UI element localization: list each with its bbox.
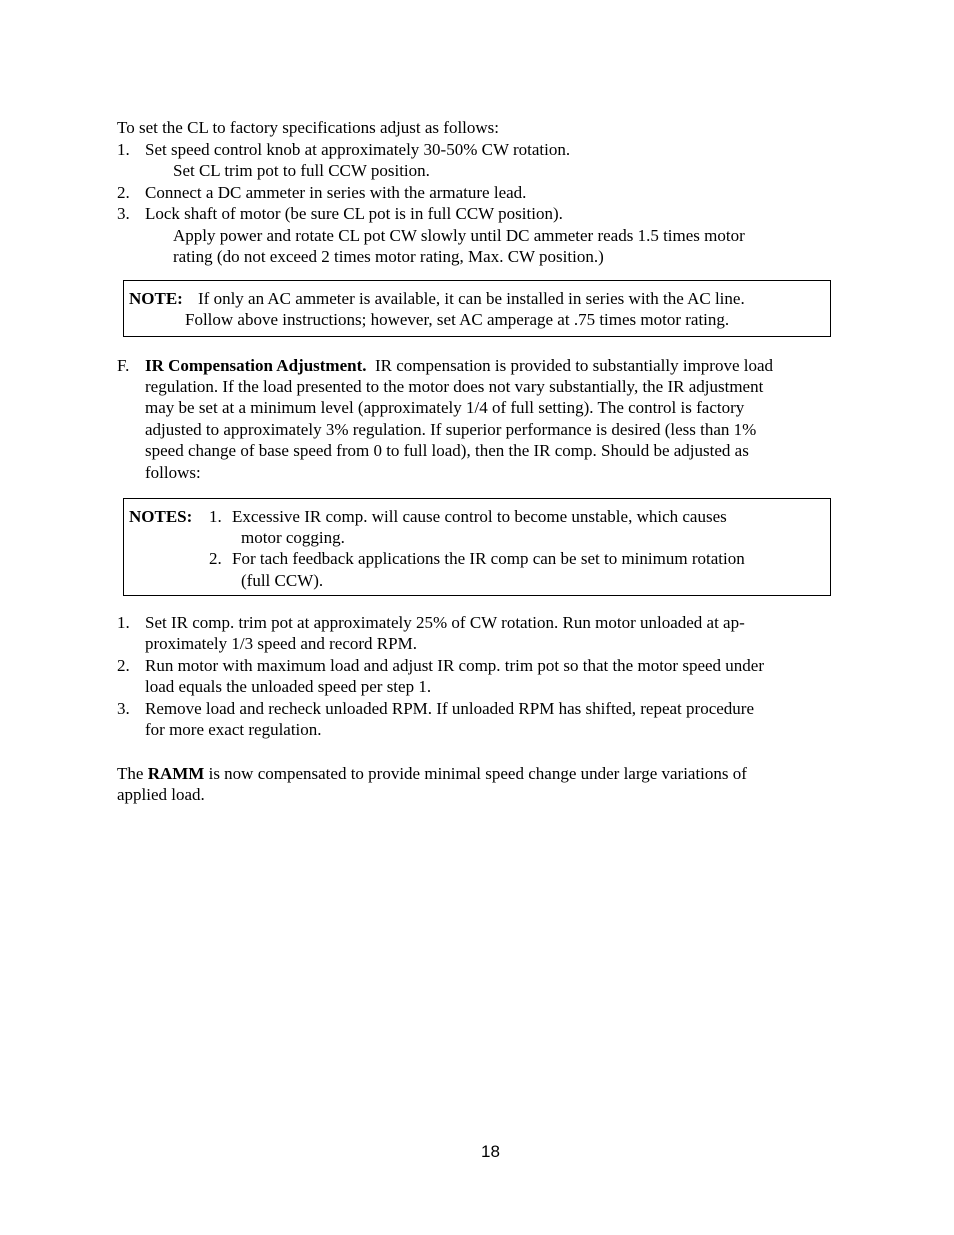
- section-text: IR compensation is provided to substantially improve load: [375, 356, 774, 375]
- closing-text: The: [117, 764, 144, 783]
- ir-step-number: 3.: [117, 699, 130, 718]
- ir-step-text: proximately 1/3 speed and record RPM.: [145, 634, 417, 653]
- cl-step-number: 2.: [117, 183, 130, 202]
- closing-line: applied load.: [117, 785, 205, 804]
- notes-item-text: For tach feedback applications the IR comp can be set to minimum rotation: [232, 549, 745, 568]
- cl-step-text: Set speed control knob at approximately 30-50% CW rotation.: [145, 140, 571, 159]
- ir-step-number: 2.: [117, 656, 130, 675]
- page-number: 18: [481, 1142, 500, 1161]
- notes-box: [123, 498, 831, 596]
- notes-item-number: 1.: [209, 507, 222, 526]
- notes-item-text: (full CCW).: [241, 571, 324, 590]
- ir-step-text: Remove load and recheck unloaded RPM. If unloaded RPM has shifted, repeat procedure: [145, 699, 754, 718]
- section-text: may be set at a minimum level (approximately 1/4 of full setting). The control is factory: [145, 398, 745, 417]
- cl-step-subtext: Set CL trim pot to full CCW position.: [173, 161, 430, 180]
- brand-name: RAMM: [147, 764, 205, 783]
- notes-label: NOTES:: [129, 507, 193, 526]
- note-text: If only an AC ammeter is available, it can be installed in series with the AC line.: [198, 289, 745, 308]
- section-text: adjusted to approximately 3% regulation. If superior performance is desired (less than 1%: [145, 420, 757, 439]
- note-text: Follow above instructions; however, set AC amperage at .75 times motor rating.: [185, 310, 730, 329]
- section-text: follows:: [145, 463, 201, 482]
- section-heading: IR Compensation Adjustment.: [145, 356, 367, 375]
- section-heading-line: [145, 355, 773, 376]
- note-label: NOTE:: [129, 289, 183, 308]
- ir-step-text: Run motor with maximum load and adjust IR comp. trim pot so that the motor speed under: [145, 656, 764, 675]
- cl-step-text: Connect a DC ammeter in series with the armature lead.: [145, 183, 527, 202]
- cl-step-number: 1.: [117, 140, 130, 159]
- ir-step-text: Set IR comp. trim pot at approximately 25% of CW rotation. Run motor unloaded at ap-: [145, 613, 745, 632]
- note-box: [123, 280, 831, 337]
- ir-step-number: 1.: [117, 613, 130, 632]
- notes-item-text: Excessive IR comp. will cause control to become unstable, which causes: [232, 507, 727, 526]
- section-text: regulation. If the load presented to the motor does not vary substantially, the IR adjustment: [145, 377, 764, 396]
- cl-step-number: 3.: [117, 204, 130, 223]
- intro-text: To set the CL to factory specifications adjust as follows:: [117, 118, 500, 137]
- ir-step-text: for more exact regulation.: [145, 720, 322, 739]
- closing-line: [117, 763, 747, 784]
- section-letter: F.: [117, 356, 130, 375]
- ir-step-text: load equals the unloaded speed per step 1.: [145, 677, 432, 696]
- cl-step-text: Lock shaft of motor (be sure CL pot is in full CCW position).: [145, 204, 563, 223]
- closing-text: is now compensated to provide minimal speed change under large variations of: [208, 764, 747, 783]
- notes-item-text: motor cogging.: [241, 528, 345, 547]
- notes-item-number: 2.: [209, 549, 222, 568]
- section-text: speed change of base speed from 0 to full load), then the IR comp. Should be adjusted as: [145, 441, 749, 460]
- cl-step-subtext: Apply power and rotate CL pot CW slowly until DC ammeter reads 1.5 times motor: [173, 226, 745, 245]
- cl-step-subtext: rating (do not exceed 2 times motor rating, Max. CW position.): [173, 247, 604, 266]
